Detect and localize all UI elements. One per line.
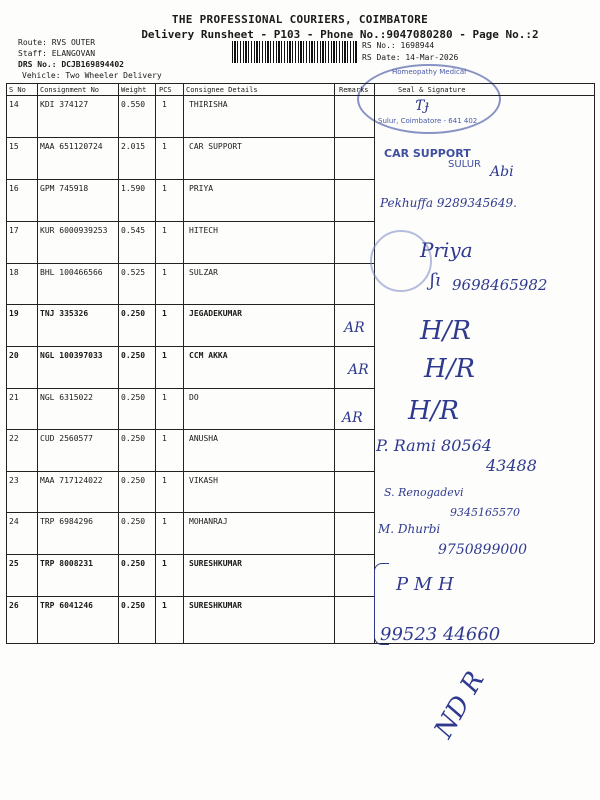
row-pcs: 1 [162, 100, 167, 109]
row-sno: 20 [9, 351, 19, 360]
vehicle-text: Vehicle: Two Wheeler Delivery [22, 71, 162, 80]
car-support-sub: SULUR [448, 159, 482, 170]
row-cn: KUR 6000939253 [40, 226, 108, 235]
remark-row-21: AR [342, 410, 363, 426]
phone-row-26: 99523 44660 [380, 624, 501, 645]
column-divider [37, 83, 38, 643]
row-name: SULZAR [189, 268, 218, 277]
col-weight: Weight [121, 86, 147, 94]
car-support-stamp: CAR SUPPORT [384, 147, 471, 160]
row-name: VIKASH [189, 476, 218, 485]
row-pcs: 1 [162, 142, 167, 151]
row-wt: 0.250 [121, 517, 146, 526]
row-sno: 18 [9, 268, 19, 277]
row-wt: 2.015 [121, 142, 146, 151]
row-divider [6, 388, 374, 389]
drs-text: DRS No.: DCJB169894402 [18, 60, 124, 69]
column-divider [183, 83, 184, 643]
row-sno: 16 [9, 184, 19, 193]
col-consignee: Consignee Details [186, 86, 258, 94]
row-sno: 19 [9, 309, 19, 318]
signature-row-16: Pekhuffa 9289345649. [380, 196, 517, 210]
row-sno: 14 [9, 100, 19, 109]
runsheet-title: Delivery Runsheet - P103 - Phone No.:9047080280 - Page No.:2 [141, 28, 539, 41]
row-divider [6, 596, 374, 597]
signature-row-15: Abi [490, 164, 514, 180]
phone-row-22: 43488 [486, 456, 537, 475]
phone-row-18: 9698465982 [452, 276, 548, 294]
row-pcs: 1 [162, 351, 167, 360]
row-name: CCM AKKA [189, 351, 228, 360]
column-divider [594, 83, 595, 643]
row-sno: 24 [9, 517, 19, 526]
row-sno: 23 [9, 476, 19, 485]
stamp-top-text: Homeopathy Medical [392, 68, 467, 76]
row-divider [6, 137, 374, 138]
row-wt: 0.525 [121, 268, 146, 277]
signature-row-22: P. Rami 80564 [376, 436, 492, 455]
signature-row-25: P M H [396, 574, 454, 595]
row-name: JEGADEKUMAR [189, 309, 242, 318]
signature-row-17: Priya [420, 238, 473, 262]
col-seal: Seal & Signature [398, 86, 466, 94]
route-text: Route: RVS OUTER [18, 38, 96, 47]
bottom-scribble: ND R [428, 666, 491, 744]
row-wt: 0.250 [121, 351, 146, 360]
signature-row-19: H/R [420, 316, 472, 346]
barcode [232, 41, 358, 63]
row-name: SURESHKUMAR [189, 559, 242, 568]
row-wt: 0.250 [121, 559, 146, 568]
row-wt: 1.590 [121, 184, 146, 193]
col-pcs: PCS [159, 86, 172, 94]
row-divider [6, 512, 374, 513]
company-title: THE PROFESSIONAL COURIERS, COIMBATORE [171, 13, 429, 26]
row-cn: MAA 651120724 [40, 142, 103, 151]
row-name: MOHANRAJ [189, 517, 228, 526]
column-divider [6, 83, 7, 643]
row-sno: 15 [9, 142, 19, 151]
col-sno: S No [9, 86, 26, 94]
signature-row-21: H/R [408, 396, 460, 426]
table-header-line [6, 95, 594, 96]
row-name: THIRISHA [189, 100, 228, 109]
row-pcs: 1 [162, 559, 167, 568]
column-divider [155, 83, 156, 643]
row-divider [6, 346, 374, 347]
row-cn: BHL 100466566 [40, 268, 103, 277]
row-pcs: 1 [162, 393, 167, 402]
row-name: DO [189, 393, 199, 402]
signature-row-23: S. Renogadevi [384, 486, 464, 499]
row-cn: NGL 6315022 [40, 393, 93, 402]
row-pcs: 1 [162, 517, 167, 526]
row-sno: 21 [9, 393, 19, 402]
row-name: ANUSHA [189, 434, 218, 443]
row-divider [6, 304, 374, 305]
row-divider [6, 471, 374, 472]
row-wt: 0.545 [121, 226, 146, 235]
row-name: CAR SUPPORT [189, 142, 242, 151]
row-sno: 22 [9, 434, 19, 443]
phone-row-24: 9750899000 [438, 542, 528, 558]
row-name: PRIYA [189, 184, 214, 193]
staff-text: Staff: ELANGOVAN [18, 49, 96, 58]
row-cn: CUD 2560577 [40, 434, 93, 443]
rs-no: RS No.: 1698944 [362, 41, 435, 50]
row-wt: 0.250 [121, 476, 146, 485]
row-sno: 25 [9, 559, 19, 568]
signature-row-14: Ƭɟ [415, 98, 429, 114]
row-divider [6, 221, 374, 222]
row-cn: KDI 374127 [40, 100, 89, 109]
row-name: HITECH [189, 226, 218, 235]
rs-date: RS Date: 14-Mar-2026 [362, 53, 459, 62]
col-consignment: Consignment No [40, 86, 100, 94]
row-cn: TRP 8008231 [40, 559, 93, 568]
row-cn: GPM 745918 [40, 184, 89, 193]
remark-row-19: AR [344, 320, 365, 336]
remark-row-20: AR [348, 362, 369, 378]
row-cn: TRP 6041246 [40, 601, 93, 610]
row-cn: TRP 6984296 [40, 517, 93, 526]
row-pcs: 1 [162, 184, 167, 193]
row-sno: 26 [9, 601, 19, 610]
signature-row-18: ʃɩ [430, 270, 442, 291]
table-bottom-line [6, 643, 594, 644]
row-pcs: 1 [162, 434, 167, 443]
row-pcs: 1 [162, 268, 167, 277]
row-divider [6, 429, 374, 430]
row-cn: MAA 717124022 [40, 476, 103, 485]
row-cn: NGL 100397033 [40, 351, 103, 360]
row-sno: 17 [9, 226, 19, 235]
row-cn: TNJ 335326 [40, 309, 89, 318]
row-pcs: 1 [162, 601, 167, 610]
column-divider [374, 83, 375, 643]
row-wt: 0.250 [121, 601, 146, 610]
table-top-line [6, 83, 594, 84]
col-remarks: Remarks [339, 86, 369, 94]
row-name: SURESHKUMAR [189, 601, 242, 610]
row-pcs: 1 [162, 309, 167, 318]
signature-row-20: H/R [424, 354, 476, 384]
row-pcs: 1 [162, 476, 167, 485]
column-divider [334, 83, 335, 643]
stamp-bottom-text: Sulur, Coimbatore - 641 402 [378, 117, 478, 125]
row-pcs: 1 [162, 226, 167, 235]
row-divider [6, 554, 374, 555]
row-wt: 0.250 [121, 434, 146, 443]
signature-row-24: M. Dhurbi [378, 522, 441, 536]
row-wt: 0.250 [121, 309, 146, 318]
phone-row-23: 9345165570 [450, 506, 520, 519]
row-wt: 0.550 [121, 100, 146, 109]
row-wt: 0.250 [121, 393, 146, 402]
row-divider [6, 179, 374, 180]
row-divider [6, 263, 374, 264]
column-divider [118, 83, 119, 643]
